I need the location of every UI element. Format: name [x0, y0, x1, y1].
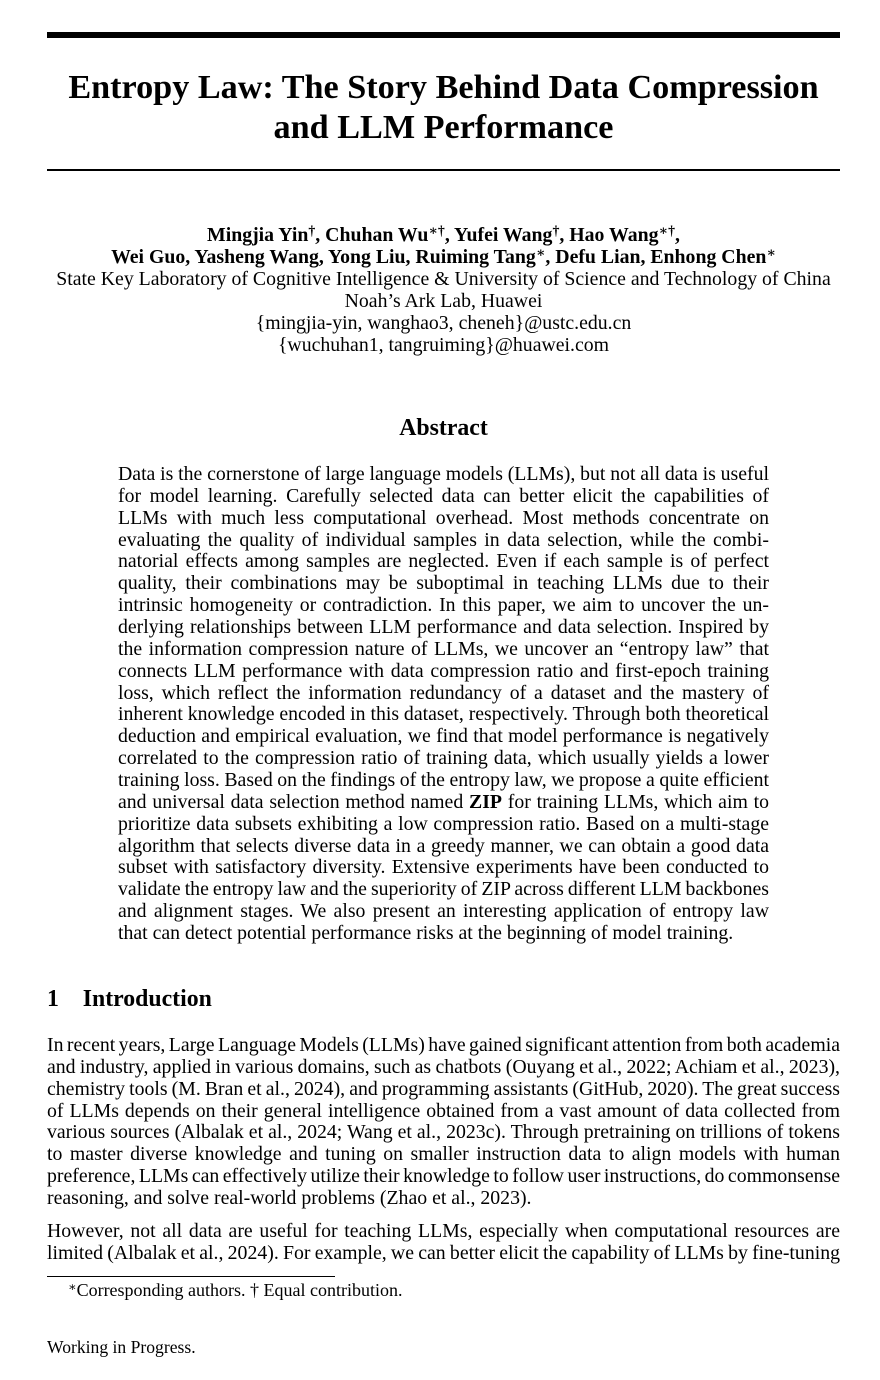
author-separator: , — [640, 245, 651, 268]
author-name: Yasheng Wang — [194, 245, 319, 268]
author-mark: ∗ — [535, 245, 546, 261]
abstract-line: intrinsic homogeneity or contradiction. In this paper, we aim to uncover the un- — [118, 594, 769, 617]
email: {wuchuhan1, tangruiming}@huawei.com — [277, 333, 610, 356]
abstract-line: subset with satisfactory diversity. Extensive experiments have been conducted to — [118, 856, 769, 879]
abstract-line: for model learning. Carefully selected data can better elicit the capabilities of — [118, 484, 769, 507]
abstract-line: quality, their combinations may be suboptimal in teaching LLMs due to their — [118, 572, 769, 595]
footer-note: Working in Progress. — [47, 1337, 196, 1357]
author-separator: , — [545, 245, 556, 268]
paragraph-line: In recent years, Large Language Models (LLMs) have gained significant attention from both academia — [47, 1034, 840, 1056]
author-separator: , — [185, 245, 195, 268]
footnote-mark: ∗ — [68, 1279, 77, 1294]
author-separator: , — [315, 224, 326, 246]
paragraph-line: of LLMs depends on their general intelligence obtained from a vast amount of data collected from — [47, 1099, 840, 1122]
abstract-line: LLMs with much less computational overhead. Most methods concentrate on — [118, 506, 769, 529]
author-name: Mingjia Yin — [207, 224, 309, 246]
abstract-line: loss, which reflect the information redundancy of a dataset and the mastery of — [118, 681, 769, 704]
paragraph-line: various sources (Albalak et al., 2024; Wang et al., 2023c). Through pretraining on trillions of tokens — [47, 1121, 840, 1144]
abstract-line — [118, 792, 769, 814]
author-mark: † — [308, 223, 316, 239]
author-line — [47, 225, 840, 247]
paragraph-line: reasoning, and solve real-world problems (Zhao et al., 2023). — [47, 1187, 532, 1210]
author-line — [47, 247, 840, 269]
abstract-line: deduction and empirical evaluation, we find that model performance is negatively — [118, 725, 769, 748]
paragraph-line: chemistry tools (M. Bran et al., 2024), and programming assistants (GitHub, 2020). The great success — [47, 1077, 840, 1100]
paragraph-line: However, not all data are useful for teaching LLMs, especially when computational resources are — [47, 1220, 840, 1242]
author-name: Yufei Wang — [454, 224, 553, 246]
abstract-line: that can detect potential performance risks at the beginning of model training. — [118, 922, 734, 945]
author-mark: ∗† — [658, 223, 676, 239]
method-name-emphasis: ZIP — [469, 790, 502, 813]
abstract-line: derlying relationships between LLM performance and data selection. Inspired by — [118, 616, 769, 639]
abstract-line: evaluating the quality of individual samples in data selection, while the combi- — [118, 528, 769, 551]
abstract-text: and universal data selection method named — [118, 790, 470, 813]
abstract-line: algorithm that selects diverse data in a greedy manner, we can obtain a good data — [118, 834, 769, 857]
author-separator: , — [444, 224, 455, 246]
author-mark: ∗ — [766, 245, 776, 261]
author-name: Defu Lian — [555, 245, 641, 268]
abstract-line: training loss. Based on the findings of the entropy law, we propose a quite efficient — [118, 769, 769, 792]
footnote-rule — [47, 1276, 335, 1277]
author-name: Chuhan Wu — [325, 224, 429, 246]
abstract-line: connects LLM performance with data compression ratio and first-epoch training — [118, 659, 769, 682]
paragraph-line: and industry, applied in various domains, such as chatbots (Ouyang et al., 2022; Achiam et al., 2023), — [47, 1055, 840, 1078]
author-name: Wei Guo — [111, 245, 186, 268]
paragraph-line: preference, LLMs can effectively utilize their knowledge to follow user instructions, do commonsense — [47, 1165, 840, 1188]
author-name: Ruiming Tang — [415, 245, 536, 268]
abstract-line: natorial effects among samples are neglected. Even if each sample is of perfect — [118, 550, 769, 573]
section-title: Introduction — [82, 986, 212, 1012]
abstract-line: the information compression nature of LLMs, we uncover an “entropy law” that — [118, 637, 769, 660]
abstract-line: correlated to the compression ratio of training data, which usually yields a lower — [118, 747, 769, 770]
email: {mingjia-yin, wanghao3, cheneh}@ustc.edu.cn — [255, 311, 632, 334]
affiliation: Noah’s Ark Lab, Huawei — [344, 289, 543, 312]
footnote-text: Corresponding authors. † Equal contribution. — [76, 1280, 403, 1300]
introduction-heading — [47, 985, 212, 1013]
footnote — [68, 1280, 403, 1300]
title-line: and LLM Performance — [273, 109, 614, 146]
author-separator: , — [559, 224, 570, 246]
title-line: Entropy Law: The Story Behind Data Compression — [68, 69, 819, 106]
affiliation: State Key Laboratory of Cognitive Intelligence & University of Science and Technology of China — [56, 267, 831, 290]
paragraph-line: limited (Albalak et al., 2024). For example, we can better elicit the capability of LLMs by fine-tuning — [47, 1241, 840, 1264]
title-rule — [47, 169, 840, 171]
abstract-heading: Abstract — [399, 415, 488, 441]
abstract-line: and alignment stages. We also present an interesting application of entropy law — [118, 900, 769, 923]
introduction-paragraph — [47, 1221, 840, 1265]
abstract-text: for training LLMs, which aim to — [502, 790, 769, 813]
section-number: 1 — [47, 986, 59, 1012]
abstract-line: prioritize data subsets exhibiting a low compression ratio. Based on a multi-stage — [118, 812, 769, 835]
paper-title — [47, 68, 840, 148]
top-rule — [47, 32, 840, 38]
abstract-line: validate the entropy law and the superiority of ZIP across different LLM backbones — [118, 878, 769, 901]
paragraph-line: to master diverse knowledge and tuning on smaller instruction data to align models with human — [47, 1143, 840, 1166]
introduction-paragraph — [47, 1035, 840, 1210]
author-name: Hao Wang — [569, 224, 659, 246]
author-block — [47, 225, 840, 356]
author-separator: , — [675, 224, 680, 246]
author-name: Enhong Chen — [650, 245, 767, 268]
author-mark: ∗† — [428, 223, 445, 239]
author-separator: , — [405, 245, 416, 268]
author-separator: , — [318, 245, 328, 268]
abstract-line: Data is the cornerstone of large language models (LLMs), but not all data is useful — [118, 463, 769, 485]
author-mark: † — [552, 223, 560, 239]
abstract-body — [118, 464, 769, 945]
author-name: Yong Liu — [328, 245, 406, 268]
abstract-line: inherent knowledge encoded in this dataset, respectively. Through both theoretical — [118, 703, 769, 726]
